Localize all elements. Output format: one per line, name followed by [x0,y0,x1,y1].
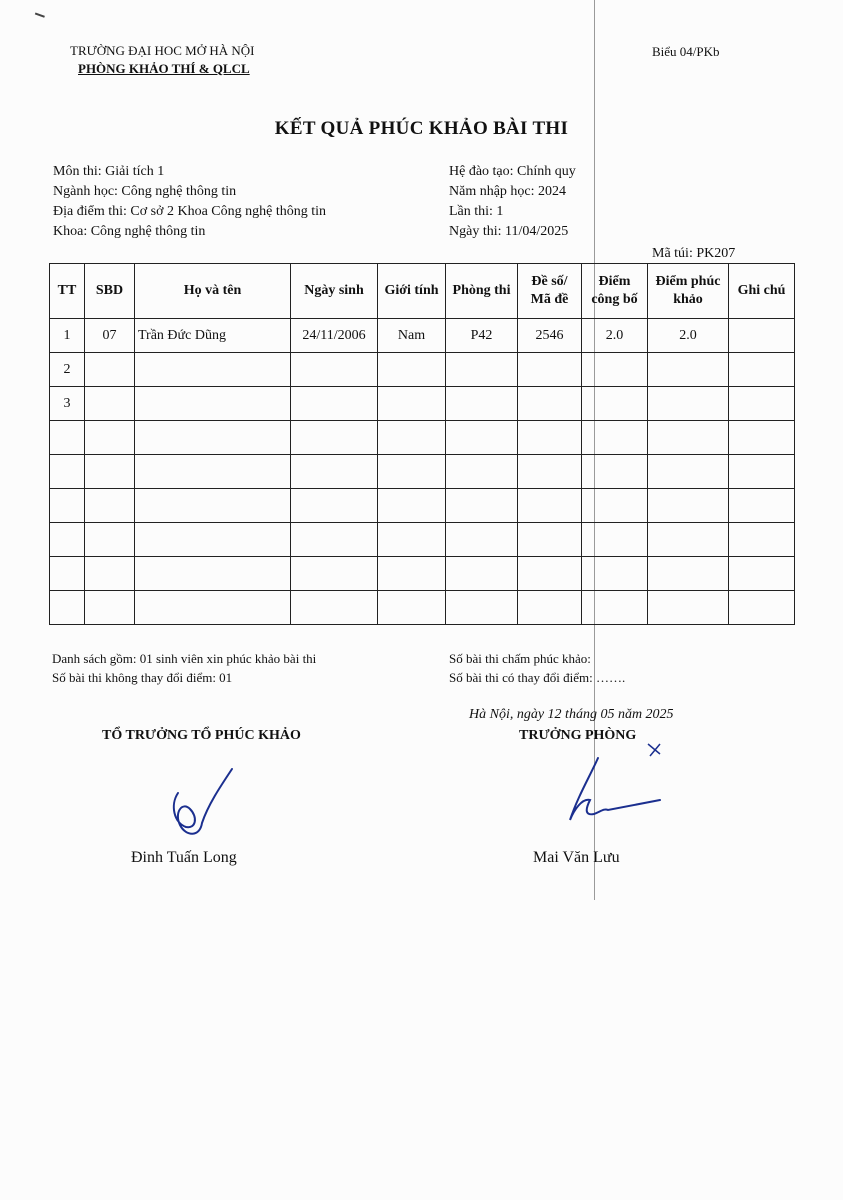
cell-gender [378,353,446,387]
cell-tt: 1 [50,319,85,353]
cell-tt [50,523,85,557]
cell-room [446,421,518,455]
table-row [50,319,795,353]
left-signer-name: Đinh Tuấn Long [131,849,237,866]
cell-score [582,353,648,387]
col-header-published-score-line1: Điểm [598,274,631,289]
cell-dob [291,353,378,387]
table-row [50,557,795,591]
col-header-gender: Giới tính [378,264,446,319]
cell-sbd [85,387,135,421]
left-signer-title: TỔ TRƯỞNG TỔ PHÚC KHẢO [102,728,301,743]
cell-dob [291,591,378,625]
col-header-room: Phòng thi [446,264,518,319]
subject-line: Môn thi: Giải tích 1 [53,164,165,179]
col-header-exam-code-line2: Mã đề [530,292,569,307]
cell-room [446,353,518,387]
cell-gender [378,591,446,625]
cell-note [729,319,795,353]
cell-code [518,523,582,557]
table-row [50,353,795,387]
summary-list-count: Danh sách gồm: 01 sinh viên xin phúc khảo bài thi [52,651,317,666]
exam-date-line: Ngày thi: 11/04/2025 [449,224,569,239]
location-line: Địa điểm thi: Cơ sở 2 Khoa Công nghệ thông tin [53,204,327,219]
table-row [50,523,795,557]
bag-code: Mã túi: PK207 [652,246,736,261]
faculty-line: Khoa: Công nghệ thông tin [53,224,206,239]
cell-room [446,591,518,625]
cell-room [446,455,518,489]
school-name: TRƯỜNG ĐẠI HOC MỞ HÀ NỘI [70,43,255,58]
cell-sbd [85,557,135,591]
cell-note [729,455,795,489]
cell-dob [291,455,378,489]
cell-tt: 2 [50,353,85,387]
cell-review [648,523,729,557]
document-title: KẾT QUẢ PHÚC KHẢO BÀI THI [274,118,569,139]
cell-score [582,523,648,557]
cell-dob [291,387,378,421]
summary-changed: Số bài thi có thay đổi điểm: ……. [449,670,626,685]
cell-note [729,353,795,387]
col-header-name: Họ và tên [135,264,291,319]
cell-score [582,489,648,523]
cell-name [135,591,291,625]
table-body [50,319,795,625]
cell-score [582,557,648,591]
cell-dob [291,523,378,557]
attempt-line: Lần thi: 1 [449,204,504,219]
col-header-dob: Ngày sinh [291,264,378,319]
cell-tt [50,557,85,591]
cell-review [648,387,729,421]
cell-dob [291,557,378,591]
cell-review [648,455,729,489]
training-system-line: Hệ đào tạo: Chính quy [449,164,576,179]
col-header-published-score [582,264,648,319]
table-header-row [50,264,795,319]
form-code: Biểu 04/PKb [652,44,720,59]
cell-gender [378,387,446,421]
cell-name [135,455,291,489]
cell-code [518,591,582,625]
cell-code [518,489,582,523]
cell-sbd [85,353,135,387]
cell-score [582,591,648,625]
cell-tt: 3 [50,387,85,421]
right-signer-name: Mai Văn Lưu [533,849,620,866]
scan-mark [33,13,45,23]
cell-note [729,387,795,421]
cell-tt [50,591,85,625]
cell-sbd: 07 [85,319,135,353]
col-header-sbd: SBD [85,264,135,319]
cell-score [582,387,648,421]
cell-code [518,353,582,387]
col-header-review-score-line2: khảo [673,292,703,307]
cell-note [729,523,795,557]
cell-room [446,387,518,421]
cell-gender [378,455,446,489]
cell-note [729,421,795,455]
cell-dob [291,489,378,523]
cell-gender [378,421,446,455]
cell-name [135,387,291,421]
right-signer-title: TRƯỞNG PHÒNG [519,728,637,743]
cell-name [135,523,291,557]
cell-name [135,353,291,387]
cell-tt [50,455,85,489]
table-row [50,421,795,455]
left-signature [160,765,250,855]
col-header-review-score [648,264,729,319]
cell-score [582,455,648,489]
cell-room: P42 [446,319,518,353]
col-header-exam-code [518,264,582,319]
cell-review [648,421,729,455]
cell-gender [378,489,446,523]
cell-code [518,421,582,455]
intake-year-line: Năm nhập học: 2024 [449,184,567,199]
cell-note [729,591,795,625]
cell-sbd [85,455,135,489]
cell-room [446,557,518,591]
cell-name [135,489,291,523]
cell-tt [50,489,85,523]
cell-sbd [85,421,135,455]
cell-note [729,557,795,591]
cell-sbd [85,489,135,523]
col-header-published-score-line2: công bố [591,292,638,307]
cell-review [648,353,729,387]
cell-review [648,591,729,625]
cell-dob: 24/11/2006 [291,319,378,353]
cell-name: Trần Đức Dũng [135,319,291,353]
table-row [50,455,795,489]
cell-name [135,421,291,455]
summary-graded: Số bài thi chấm phúc khảo: [449,651,591,666]
table-row [50,387,795,421]
cell-sbd [85,591,135,625]
right-signature [560,750,670,845]
table-row [50,489,795,523]
cell-score: 2.0 [582,319,648,353]
cell-code [518,387,582,421]
cell-score [582,421,648,455]
cell-review [648,489,729,523]
summary-unchanged: Số bài thi không thay đổi điểm: 01 [52,670,233,685]
cell-room [446,489,518,523]
cell-room [446,523,518,557]
cell-name [135,557,291,591]
cell-review [648,557,729,591]
office-name: PHÒNG KHẢO THÍ & QLCL [78,61,250,76]
major-line: Ngành học: Công nghệ thông tin [53,184,237,199]
cell-gender [378,557,446,591]
cell-dob [291,421,378,455]
cell-gender [378,523,446,557]
cell-sbd [85,523,135,557]
cell-code [518,557,582,591]
signing-date: Hà Nội, ngày 12 tháng 05 năm 2025 [469,707,674,722]
table-row [50,591,795,625]
col-header-note: Ghi chú [729,264,795,319]
cell-review: 2.0 [648,319,729,353]
col-header-review-score-line1: Điểm phúc [655,274,721,289]
cell-tt [50,421,85,455]
col-header-exam-code-line1: Đề số/ [531,274,568,289]
cell-code: 2546 [518,319,582,353]
cell-note [729,489,795,523]
results-table [49,263,795,625]
cell-gender: Nam [378,319,446,353]
col-header-tt: TT [50,264,85,319]
cell-code [518,455,582,489]
